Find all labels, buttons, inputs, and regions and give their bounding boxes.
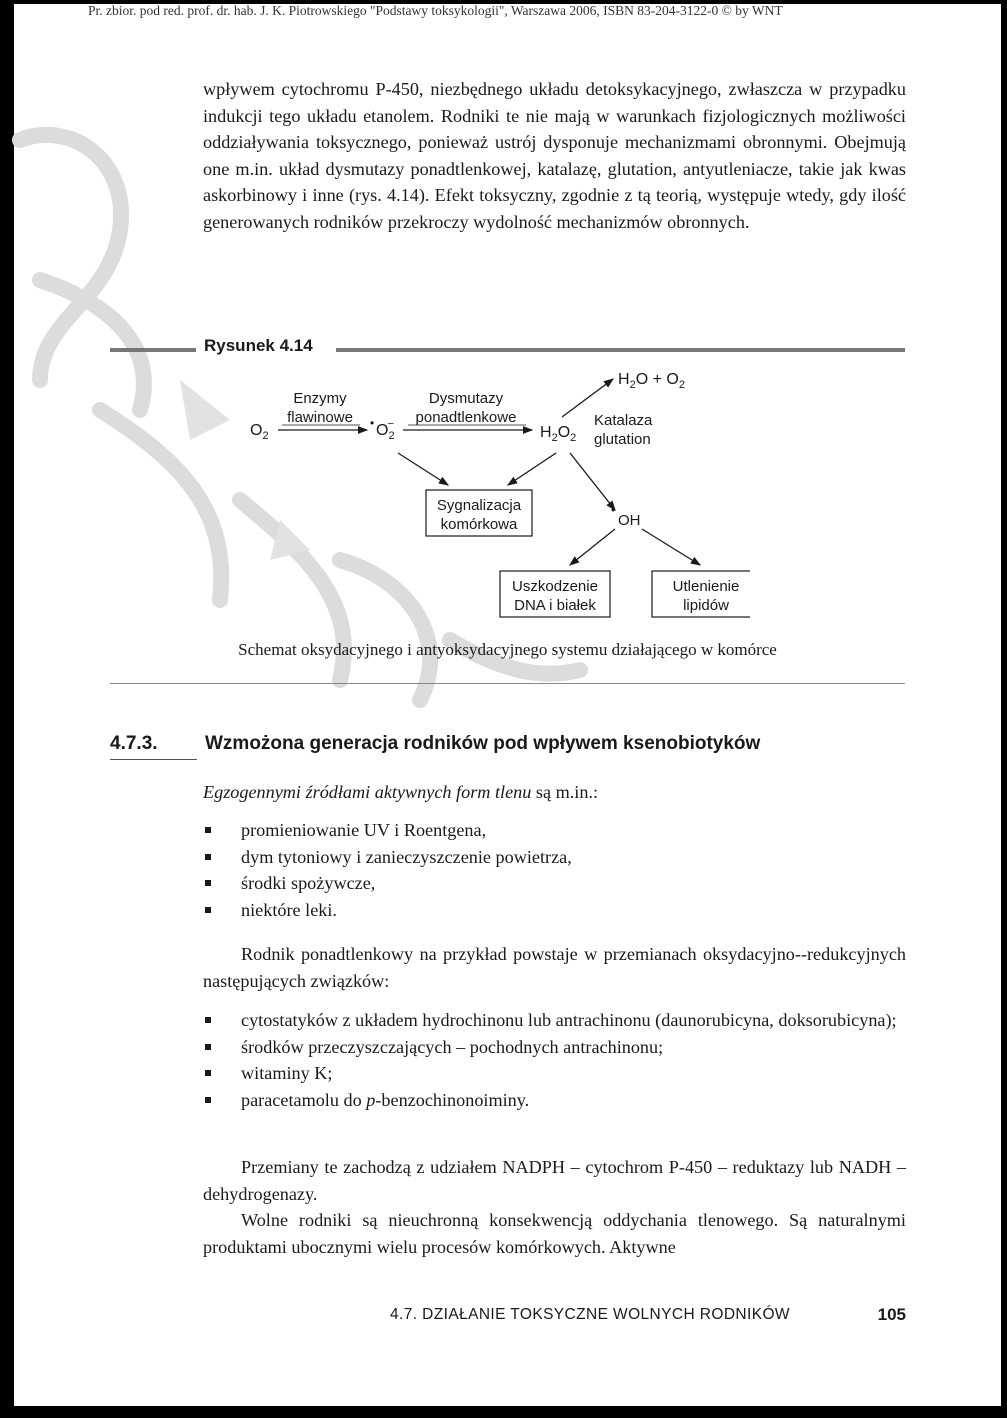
list-item: cytostatyków z układem hydrochinonu lub antrachinonu (daunorubicyna, doksorubicyna); — [203, 1007, 906, 1034]
section-number: 4.7.3. — [110, 733, 158, 754]
running-header: Pr. zbior. pod red. prof. dr. hab. J. K. Piotrowskiego "Podstawy toksykologii", Warszawa 2006, ISBN 83-204-3122-0 © by WNT — [88, 3, 783, 18]
label-catalase-2: glutation — [594, 431, 651, 448]
arrow-hydroxyl-to-dna — [570, 529, 615, 565]
box-signaling-line2: komórkowa — [440, 516, 518, 533]
node-hydroxyl-dot: • — [611, 503, 616, 517]
intro-paragraph: wpływem cytochromu P-450, niezbędnego układu detoksykacyjnego, zwłaszcza w przypadku indukcji tego układu etanolem. Rodniki te nie mają w warunkach fizjologicznych możliwości oddziaływania toksycznego, ponieważ ustrój dysponuje mechanizmami obronnymi. Obejmują one m.in. układ dysmutazy ponadtlenkowej, katalazę, glutation, antyutleniacze, takie jak kwas askorbinowy i inne (rys. 4.14). Efekt toksyczny, zgodnie z tą teorią, występuje wtedy, gdy ilość generowanych rodników przekroczy wydolność mechanizmów obronnych. — [203, 79, 906, 232]
node-o2: $O_2$ — [250, 422, 269, 442]
node-water-oxygen: $H_2O + O_2$ — [618, 371, 685, 391]
page-footer — [390, 1306, 906, 1324]
node-superoxide-dot: • — [370, 416, 375, 430]
exogenous-sources-list — [203, 817, 906, 923]
box-lipids-line2: lipidów — [683, 597, 729, 614]
nadph-paragraph: Przemiany te zachodzą z udziałem NADPH – cytochrom P-450 – reduktazy lub NADH – dehydrogenazy. — [203, 1157, 906, 1204]
label-catalase-1: Katalaza — [594, 412, 653, 429]
figure-caption: Schemat oksydacyjnego i antyoksydacyjnego systemu działającego w komórce — [238, 640, 777, 659]
scan-frame-bottom — [0, 1406, 1007, 1418]
arrow-hydroxyl-to-lipids — [642, 529, 700, 565]
node-hydroxyl: OH — [618, 512, 641, 529]
box-lipids-line1: Utlenienie — [672, 578, 740, 595]
lead-paragraph — [203, 779, 906, 806]
figure-bottom-rule — [110, 683, 905, 684]
node-superoxide: $O_2-$ — [376, 418, 395, 442]
label-enzymes-1: Enzymy — [293, 390, 347, 407]
page-number: 105 — [877, 1305, 906, 1324]
list-item: środki spożywcze, — [203, 870, 906, 897]
section-number-rule — [110, 759, 197, 760]
list-item: promieniowanie UV i Roentgena, — [203, 817, 906, 844]
list-item: środków przeczyszczających – pochodnych antrachinonu; — [203, 1034, 906, 1061]
figure-label-row — [110, 336, 905, 362]
figure-rule-left — [110, 348, 196, 352]
list-item: paracetamolu do p-benzochinonoiminy. — [203, 1087, 906, 1114]
arrow-h2o2-to-hydroxyl — [570, 453, 615, 510]
figure-rule-right — [336, 348, 905, 352]
node-h2o2: $H_2O_2$ — [540, 424, 577, 444]
label-enzymes-2: flawinowe — [287, 409, 353, 426]
compounds-list — [203, 1007, 906, 1113]
box-signaling-line1: Sygnalizacja — [436, 497, 522, 514]
box-dna-line1: Uszkodzenie — [512, 578, 598, 595]
list-item: niektóre leki. — [203, 897, 906, 924]
arrow-h2o2-to-signaling — [508, 453, 556, 485]
section-title: Wzmożona generacja rodników pod wpływem ksenobiotyków — [205, 733, 761, 754]
footer-running-title: 4.7. DZIAŁANIE TOKSYCZNE WOLNYCH RODNIKÓW — [390, 1306, 790, 1323]
lead-italic: Egzogennymi źródłami aktywnych form tlenu — [203, 782, 532, 802]
list-item: dym tytoniowy i zanieczyszczenie powietrza, — [203, 844, 906, 871]
superoxide-paragraph: Rodnik ponadtlenkowy na przykład powstaje w przemianach oksydacyjno--redukcyjnych następujących związków: — [203, 944, 906, 991]
arrow-superoxide-to-signaling — [398, 453, 448, 485]
figure-label: Rysunek 4.14 — [204, 336, 313, 355]
oxidation-diagram — [230, 365, 750, 625]
scan-frame-left — [0, 0, 14, 1418]
label-dismutase-2: ponadtlenkowe — [415, 409, 517, 426]
scan-frame-right — [1001, 0, 1007, 1418]
free-radicals-paragraph: Wolne rodniki są nieuchronną konsekwencją oddychania tlenowego. Są naturalnymi produktami ubocznymi wielu procesów komórkowych. Aktywne — [203, 1210, 906, 1257]
label-dismutase-1: Dysmutazy — [428, 390, 504, 407]
lead-rest: są m.in.: — [531, 782, 599, 802]
list-item: witaminy K; — [203, 1060, 906, 1087]
box-dna-line2: DNA i białek — [514, 597, 596, 614]
